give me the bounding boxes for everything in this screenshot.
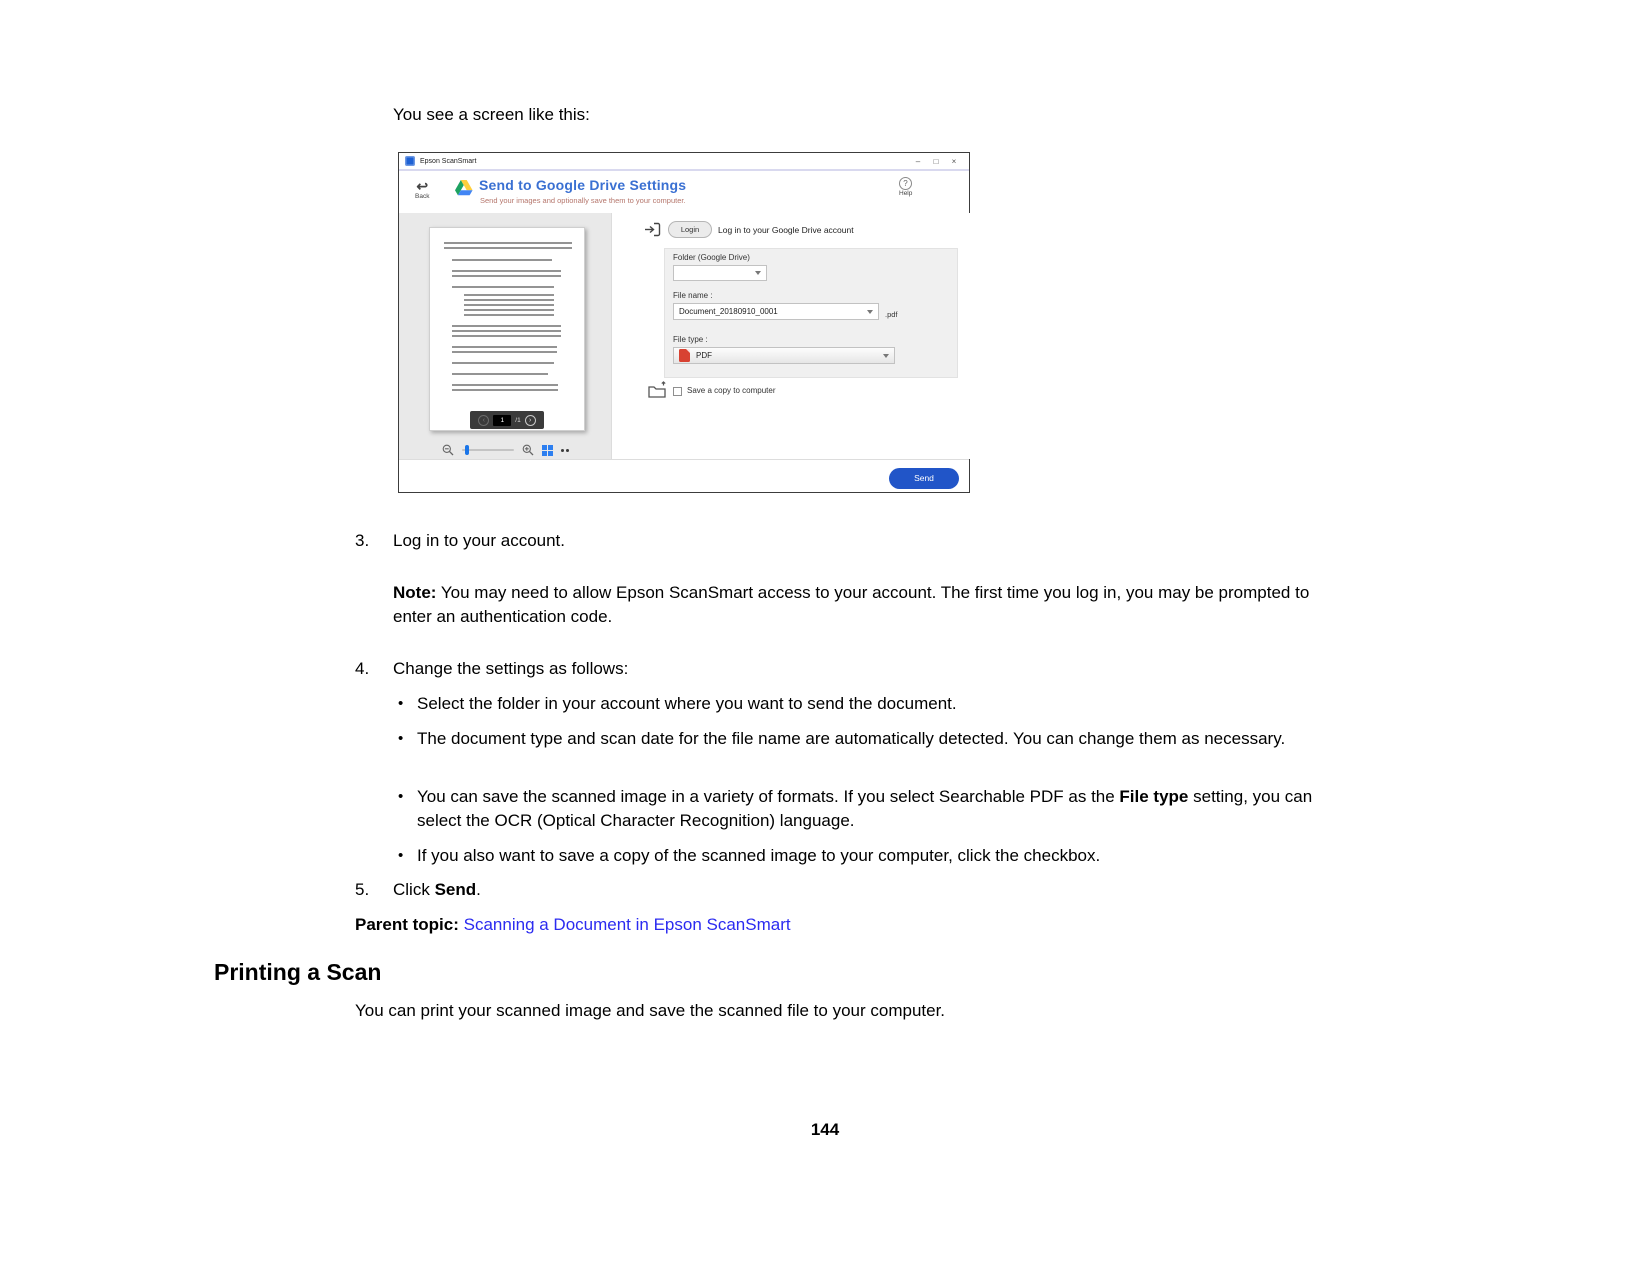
window-title: Epson ScanSmart bbox=[420, 157, 477, 165]
step-3 bbox=[355, 529, 565, 553]
window-titlebar bbox=[399, 153, 969, 171]
folder-label: Folder (Google Drive) bbox=[673, 253, 750, 262]
zoom-in-icon[interactable] bbox=[522, 444, 534, 456]
file-extension: .pdf bbox=[885, 310, 898, 319]
fake-text-lines bbox=[452, 259, 552, 264]
back-label: Back bbox=[415, 193, 430, 200]
section-heading: Printing a Scan bbox=[214, 959, 382, 985]
parent-topic-label: Parent topic: bbox=[355, 915, 459, 934]
intro-text: You see a screen like this: bbox=[393, 105, 590, 124]
bullet-icon: • bbox=[398, 847, 404, 864]
bullet-text-pre: You can save the scanned image in a variety of formats. If you select Searchable PDF as the bbox=[417, 787, 1120, 806]
step-text: Log in to your account. bbox=[393, 531, 566, 550]
bullet-icon: • bbox=[398, 695, 404, 712]
step-4 bbox=[355, 657, 628, 681]
close-icon[interactable]: × bbox=[951, 156, 957, 166]
note-label: Note: bbox=[393, 583, 437, 602]
dialog-header bbox=[399, 173, 969, 213]
preview-panel bbox=[399, 213, 611, 459]
bullet-item bbox=[398, 692, 1350, 716]
zoom-slider-handle[interactable] bbox=[465, 445, 469, 455]
chevron-down-icon bbox=[883, 354, 889, 358]
login-icon bbox=[644, 222, 661, 237]
step-number: 5. bbox=[355, 880, 370, 899]
help-label: Help bbox=[899, 190, 913, 197]
note-text: You may need to allow Epson ScanSmart access to your account. The first time you log in, you may be prompted to enter an authentication code. bbox=[393, 583, 1310, 626]
bullet-item bbox=[398, 785, 1350, 833]
bullet-text: The document type and scan date for the file name are automatically detected. You can change them as necessary. bbox=[417, 729, 1286, 748]
dialog-subtitle: Send your images and optionally save them to your computer. bbox=[480, 196, 686, 205]
login-button[interactable]: Login bbox=[668, 221, 712, 238]
page-nav-bar bbox=[470, 411, 544, 429]
note-paragraph bbox=[393, 581, 1323, 629]
fit-view-grid-icon[interactable] bbox=[542, 445, 553, 456]
bullet-text-bold: File type bbox=[1119, 787, 1189, 806]
zoom-slider[interactable] bbox=[462, 449, 514, 451]
bullet-item bbox=[398, 844, 1350, 868]
file-name-label: File name : bbox=[673, 291, 713, 300]
maximize-icon[interactable]: □ bbox=[933, 156, 939, 166]
chevron-down-icon bbox=[867, 310, 873, 314]
bullet-item bbox=[398, 727, 1350, 751]
help-button[interactable] bbox=[899, 177, 912, 197]
step-number: 4. bbox=[355, 659, 370, 678]
fake-text-lines bbox=[452, 286, 554, 291]
next-page-icon[interactable]: › bbox=[525, 415, 536, 426]
save-folder-icon bbox=[648, 381, 667, 398]
bullet-text: If you also want to save a copy of the scanned image to your computer, click the checkbox. bbox=[417, 846, 1101, 865]
scanned-page-thumbnail[interactable] bbox=[429, 227, 585, 431]
fake-text-lines bbox=[452, 325, 561, 340]
file-type-select[interactable] bbox=[673, 347, 895, 364]
bullet-text: Select the folder in your account where you want to send the document. bbox=[417, 694, 957, 713]
save-copy-checkbox[interactable] bbox=[673, 387, 682, 396]
more-options-icon[interactable] bbox=[561, 449, 569, 452]
scansmart-dialog-screenshot bbox=[398, 152, 970, 493]
send-button[interactable]: Send bbox=[889, 468, 959, 489]
app-icon bbox=[405, 156, 415, 166]
section-body: You can print your scanned image and save the scanned file to your computer. bbox=[355, 1001, 946, 1020]
bullet-text-post: setting, you can select the OCR (Optical Character Recognition) language. bbox=[417, 787, 1313, 830]
step-text-post: . bbox=[476, 880, 481, 899]
file-settings-group bbox=[664, 248, 958, 378]
step-text-bold: Send bbox=[434, 880, 477, 899]
back-button[interactable] bbox=[415, 179, 429, 200]
step-5 bbox=[355, 878, 481, 902]
step-number: 3. bbox=[355, 531, 370, 550]
page-total: /1 bbox=[515, 416, 521, 424]
bullet-icon: • bbox=[398, 730, 404, 747]
file-name-value: Document_20180910_0001 bbox=[679, 307, 778, 316]
fake-text-lines bbox=[452, 384, 558, 394]
bullet-icon: • bbox=[398, 788, 404, 805]
parent-topic-row bbox=[355, 913, 791, 937]
fake-text-lines bbox=[452, 362, 554, 367]
prev-page-icon[interactable]: ‹ bbox=[478, 415, 489, 426]
fake-text-lines bbox=[452, 270, 561, 280]
step-text: Change the settings as follows: bbox=[393, 659, 629, 678]
file-type-label: File type : bbox=[673, 335, 708, 344]
step-text bbox=[393, 878, 481, 902]
fake-text-lines bbox=[452, 373, 548, 378]
settings-panel bbox=[611, 213, 971, 459]
step-text-pre: Click bbox=[393, 880, 435, 899]
fake-text-lines bbox=[444, 242, 572, 252]
help-icon: ? bbox=[899, 177, 912, 190]
fake-text-lines bbox=[452, 346, 557, 356]
zoom-out-icon[interactable] bbox=[442, 444, 454, 456]
current-page-indicator: 1 bbox=[493, 415, 511, 426]
bullet-text bbox=[417, 785, 1350, 833]
login-caption: Log in to your Google Drive account bbox=[718, 225, 854, 235]
fake-text-lines bbox=[464, 294, 554, 319]
file-type-value: PDF bbox=[696, 351, 712, 360]
file-name-input[interactable] bbox=[673, 303, 879, 320]
folder-select[interactable] bbox=[673, 265, 767, 281]
minimize-icon[interactable]: – bbox=[915, 156, 921, 166]
dialog-footer bbox=[399, 459, 969, 492]
google-drive-icon bbox=[455, 180, 473, 196]
page-number: 144 bbox=[810, 1120, 840, 1139]
back-arrow-icon: ↩ bbox=[416, 178, 429, 194]
save-copy-label: Save a copy to computer bbox=[687, 386, 776, 395]
chevron-down-icon bbox=[755, 271, 761, 275]
zoom-toolbar bbox=[399, 442, 611, 458]
pdf-file-icon bbox=[679, 349, 690, 362]
dialog-title: Send to Google Drive Settings bbox=[479, 177, 687, 193]
parent-topic-link[interactable]: Scanning a Document in Epson ScanSmart bbox=[463, 915, 791, 934]
